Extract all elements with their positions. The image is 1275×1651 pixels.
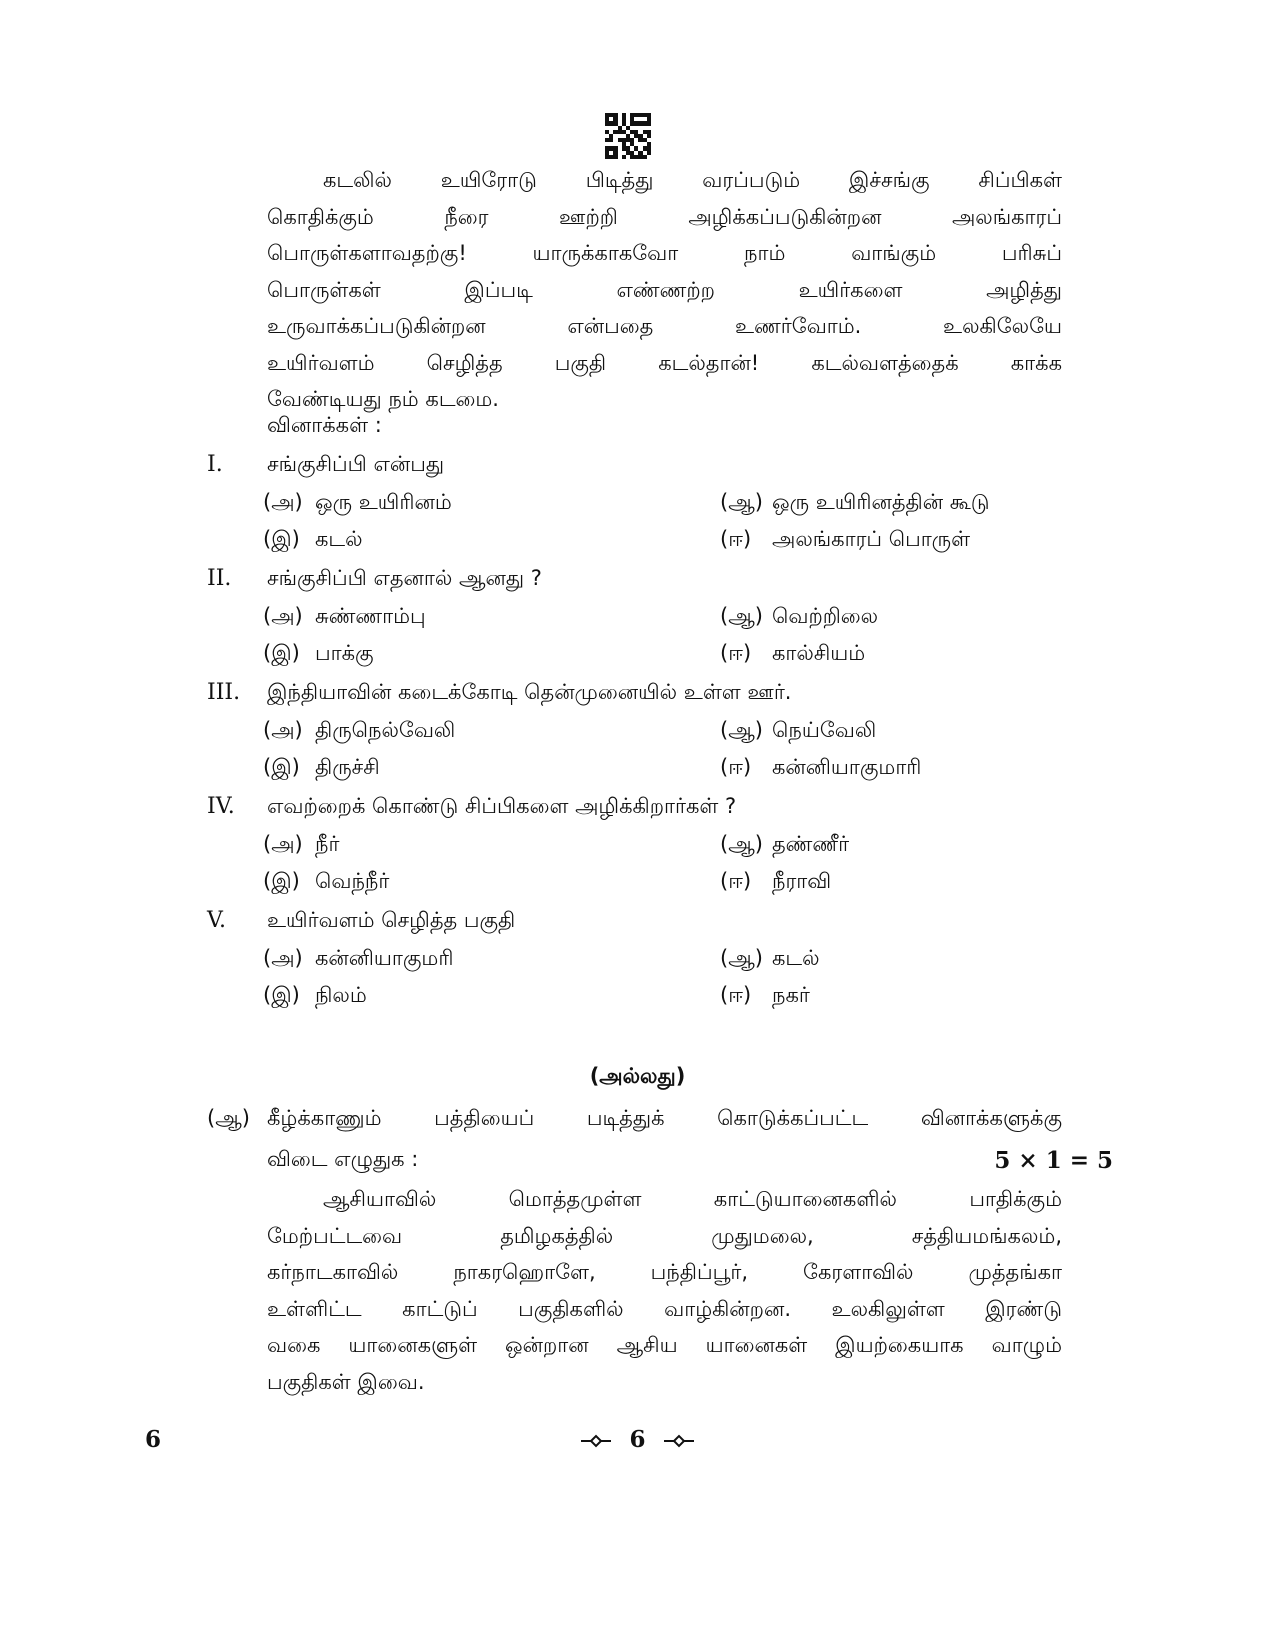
option-text: வெற்றிலை bbox=[772, 604, 879, 628]
question-stem: எவற்றைக் கொண்டு சிப்பிகளை அழிக்கிறார்கள் ? bbox=[267, 794, 737, 818]
option bbox=[263, 869, 389, 896]
passage-line: வேண்டியது நம் கடமை. bbox=[267, 387, 499, 411]
question-stem: உயிர்வளம் செழித்த பகுதி bbox=[267, 908, 516, 932]
option-text: ஒரு உயிரினத்தின் கூடு bbox=[772, 490, 990, 514]
option-text: கன்னியாகுமாரி bbox=[772, 755, 922, 779]
option-label: (இ) bbox=[263, 983, 300, 1007]
option bbox=[720, 490, 990, 517]
option-label: (இ) bbox=[263, 527, 300, 551]
option-text: அலங்காரப் பொருள் bbox=[772, 527, 971, 551]
option-label: (இ) bbox=[263, 869, 300, 893]
option-text: வெந்நீர் bbox=[315, 869, 390, 893]
option-text: கால்சியம் bbox=[772, 641, 866, 665]
option bbox=[263, 946, 453, 973]
option-text: கடல் bbox=[772, 946, 820, 970]
passage-line: கொதிக்கும் நீரை ஊற்றி அழிக்கப்படுகின்றன அலங்காரப் bbox=[267, 204, 1062, 229]
question-stem: சங்குசிப்பி எதனால் ஆனது ? bbox=[267, 566, 542, 590]
qr-code bbox=[605, 113, 651, 159]
option-label: (ஈ) bbox=[720, 869, 752, 893]
passage-1 bbox=[267, 162, 1062, 418]
option bbox=[720, 641, 865, 668]
option-text: திருச்சி bbox=[315, 755, 380, 779]
passage-line: உள்ளிட்ட காட்டுப் பகுதிகளில் வாழ்கின்றன. உலகிலுள்ள இரண்டு bbox=[267, 1296, 1062, 1321]
option-label: (ஈ) bbox=[720, 755, 752, 779]
question-stem: இந்தியாவின் கடைக்கோடி தென்முனையில் உள்ள ஊர். bbox=[267, 680, 792, 704]
option-label: (இ) bbox=[263, 641, 300, 665]
option-text: நிலம் bbox=[315, 983, 367, 1007]
option bbox=[720, 869, 831, 896]
section-b-instruction-2: விடை எழுதுக : bbox=[267, 1147, 419, 1171]
option bbox=[720, 755, 921, 782]
marks-allocation: 5 × 1 = 5 bbox=[994, 1147, 1113, 1174]
page-number-center bbox=[0, 1426, 1275, 1453]
option-text: நீர் bbox=[315, 832, 340, 856]
option-label: (ஆ) bbox=[720, 946, 763, 970]
passage-line: உருவாக்கப்படுகின்றன என்பதை உணர்வோம். உலகிலேயே bbox=[267, 314, 1062, 338]
option-label: (ஆ) bbox=[720, 832, 763, 856]
option-text: திருநெல்வேலி bbox=[315, 718, 456, 742]
ornament-right-icon bbox=[662, 1434, 696, 1448]
option-text: நெய்வேலி bbox=[772, 718, 877, 742]
option-label: (அ) bbox=[263, 832, 303, 856]
option bbox=[720, 946, 820, 973]
question-number: I. bbox=[207, 452, 223, 477]
option-text: ஒரு உயிரினம் bbox=[315, 490, 452, 514]
passage-line: உயிர்வளம் செழித்த பகுதி கடல்தான்! கடல்வளத்தைக் காக்க bbox=[267, 350, 1062, 375]
option bbox=[263, 490, 452, 517]
section-b-label: (ஆ) bbox=[207, 1106, 250, 1130]
option bbox=[263, 832, 339, 859]
passage-2 bbox=[267, 1181, 1062, 1400]
page-number: 6 bbox=[629, 1426, 646, 1453]
question-number: IV. bbox=[207, 794, 235, 819]
option bbox=[720, 983, 810, 1010]
questions-label: வினாக்கள் : bbox=[267, 413, 382, 437]
option-text: தண்ணீர் bbox=[772, 832, 850, 856]
ornament-left-icon bbox=[579, 1434, 613, 1448]
option-text: கன்னியாகுமரி bbox=[315, 946, 454, 970]
option-text: பாக்கு bbox=[315, 641, 374, 665]
option bbox=[263, 718, 455, 745]
passage-line: பொருள்கள் இப்படி எண்ணற்ற உயிர்களை அழித்து bbox=[267, 277, 1062, 302]
question-stem: சங்குசிப்பி என்பது bbox=[267, 452, 445, 476]
option-label: (அ) bbox=[263, 718, 303, 742]
option-label: (ஈ) bbox=[720, 641, 752, 665]
passage-line: வகை யானைகளுள் ஒன்றான ஆசிய யானைகள் இயற்கையாக வாழும் bbox=[267, 1333, 1062, 1357]
option bbox=[720, 832, 849, 859]
option-label: (அ) bbox=[263, 946, 303, 970]
option-label: (ஆ) bbox=[720, 718, 763, 742]
option-text: கடல் bbox=[315, 527, 363, 551]
passage-line: மேற்பட்டவை தமிழகத்தில் முதுமலை, சத்தியமங்கலம், bbox=[267, 1223, 1062, 1248]
option-label: (ஆ) bbox=[720, 604, 763, 628]
passage-line: பகுதிகள் இவை. bbox=[267, 1369, 425, 1394]
option-text: சுண்ணாம்பு bbox=[315, 604, 426, 628]
passage-line: பொருள்களாவதற்கு! யாருக்காகவோ நாம் வாங்கும் பரிசுப் bbox=[267, 241, 1062, 265]
option bbox=[720, 527, 970, 554]
page-number-left: 6 bbox=[145, 1426, 162, 1453]
question-number: V. bbox=[207, 908, 227, 933]
option-label: (இ) bbox=[263, 755, 300, 779]
option-label: (அ) bbox=[263, 490, 303, 514]
question-number: II. bbox=[207, 566, 232, 591]
passage-line: கர்நாடகாவில் நாகரஹொளே, பந்திப்பூர், கேரளாவில் முத்தங்கா bbox=[267, 1260, 1062, 1284]
option bbox=[720, 718, 876, 745]
question-number: III. bbox=[207, 680, 241, 705]
option-label: (ஆ) bbox=[720, 490, 763, 514]
option bbox=[263, 604, 426, 631]
option-label: (ஈ) bbox=[720, 527, 752, 551]
option bbox=[263, 983, 367, 1010]
passage-line: கடலில் உயிரோடு பிடித்து வரப்படும் இச்சங்கு சிப்பிகள் bbox=[323, 168, 1062, 192]
option-text: நீராவி bbox=[772, 869, 832, 893]
or-separator: (அல்லது) bbox=[589, 1064, 686, 1088]
option bbox=[263, 755, 380, 782]
section-b-instruction: கீழ்க்காணும் பத்தியைப் படித்துக் கொடுக்கப்பட்ட வினாக்களுக்கு bbox=[267, 1106, 1062, 1130]
option bbox=[263, 641, 374, 668]
option-text: நகர் bbox=[772, 983, 810, 1007]
option bbox=[263, 527, 363, 554]
option bbox=[720, 604, 878, 631]
option-label: (அ) bbox=[263, 604, 303, 628]
option-label: (ஈ) bbox=[720, 983, 752, 1007]
passage-line: ஆசியாவில் மொத்தமுள்ள காட்டுயானைகளில் பாதிக்கும் bbox=[323, 1187, 1062, 1211]
